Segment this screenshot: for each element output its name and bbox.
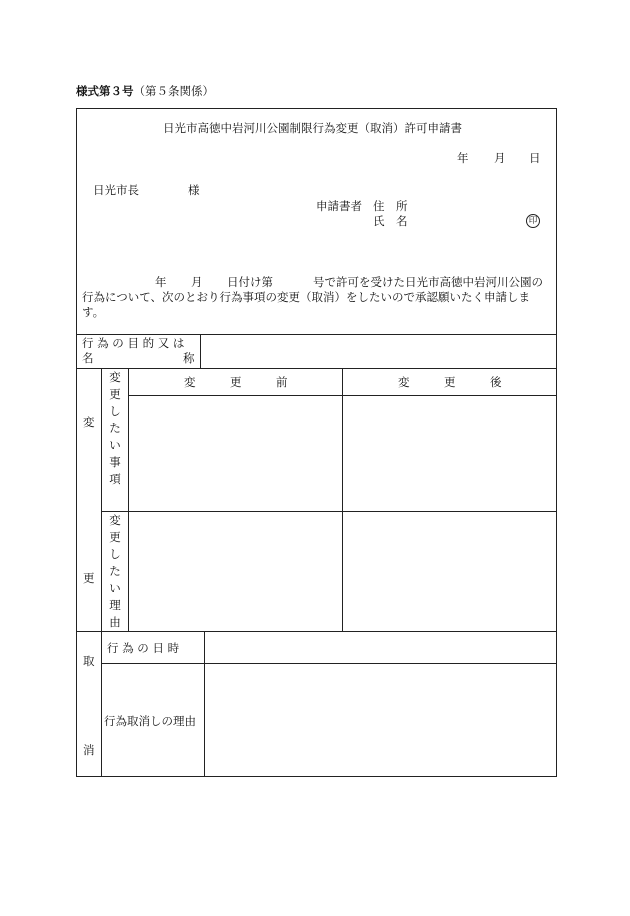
statement-line3: す。 [82,305,105,319]
cancel-datetime-label: 行 為 の 日 時 [107,641,180,655]
applicant-label: 申請書者 [316,199,362,213]
divider-purpose [76,368,557,369]
after-header: 変 更 後 [398,375,502,389]
form-title: 日光市高徳中岩河川公園制限行為変更（取消）許可申請書 [163,121,462,135]
cancel-reason-input[interactable] [206,665,555,775]
purpose-label-divider [200,334,201,369]
date-year-label: 年 [457,151,469,165]
statement-line1-rest: 号で許可を受けた日光市高徳中岩河川公園の [313,275,543,289]
date-day-label: 日 [529,151,541,165]
before-header: 変 更 前 [184,375,288,389]
cancel-side-bottom: 消 [83,743,95,757]
purpose-label-line2b: 称 [183,351,195,365]
seal-icon: 印 [526,214,540,228]
divider-top-box [76,334,557,335]
divider-change-items [101,511,557,512]
frame-top [76,108,557,109]
divider-change-section [76,631,557,632]
date-month-label: 月 [494,151,506,165]
purpose-label-line2a: 名 [82,351,94,365]
reason-after-input[interactable] [344,513,555,630]
applicant-address-label: 住 所 [373,199,408,213]
statement-line2: 行為について、次のとおり行為事項の変更（取消）をしたいので承認願いたく申請しま [82,290,531,304]
change-side-divider [101,368,102,632]
cancel-datetime-input[interactable] [206,633,555,662]
items-after-input[interactable] [344,397,555,510]
frame-bottom [76,776,557,777]
change-side-bottom: 更 [83,571,95,585]
cancel-side-top: 取 [83,654,95,668]
frame-left [76,108,77,777]
form-number: 様式第３号（第５条関係） [76,84,214,98]
reason-vertical-label: 変 更 し た い 理 由 [109,513,121,629]
change-label-divider [128,368,129,632]
statement-dated: 日付け第 [227,275,273,289]
purpose-label-line1: 行 為 の 目 的 又 は [82,336,185,350]
cancel-side-divider [101,631,102,777]
items-vertical-label: 変 更 し た い 事 項 [109,370,121,486]
purpose-input-area[interactable] [202,336,555,367]
statement-year: 年 [155,275,167,289]
change-side-top: 変 [83,415,95,429]
statement-month: 月 [191,275,203,289]
reason-before-input[interactable] [130,513,341,630]
divider-cancel-datetime [101,663,557,664]
cancel-label-divider [204,631,205,777]
before-after-divider [342,368,343,632]
addressee-name: 日光市長 [93,183,139,197]
frame-right [556,108,557,777]
addressee-honorific: 様 [188,183,200,197]
applicant-name-label: 氏 名 [373,214,408,228]
items-before-input[interactable] [130,397,341,510]
cancel-reason-label: 行為取消しの理由 [104,714,196,728]
